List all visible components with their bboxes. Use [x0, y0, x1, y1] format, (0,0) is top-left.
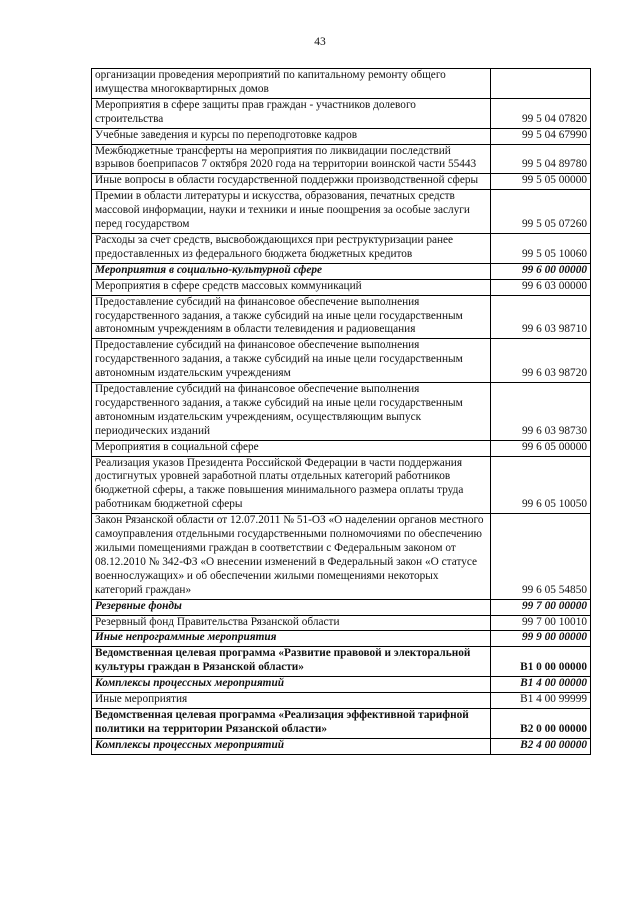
row-name-cell: Расходы за счет средств, высвобождающихся при реструктуризации ранее предоставленных из федерального бюджета бюджетных кредитов [92, 233, 491, 263]
row-name-cell: Мероприятия в сфере защиты прав граждан - участников долевого строительства [92, 98, 491, 128]
table-row [92, 693, 591, 709]
row-name-cell: организации проведения мероприятий по капитальному ремонту общего имущества многоквартирных домов [92, 69, 491, 99]
row-code-cell: 99 5 04 07820 [491, 98, 591, 128]
row-code-cell: 99 5 05 10060 [491, 233, 591, 263]
table-row [92, 383, 591, 441]
row-code-cell: 99 6 03 98710 [491, 295, 591, 339]
table-row [92, 279, 591, 295]
row-code-cell: В1 4 00 00000 [491, 677, 591, 693]
row-code-cell [491, 69, 591, 99]
row-code-cell: В2 0 00 00000 [491, 708, 591, 738]
row-code-cell: 99 5 05 00000 [491, 174, 591, 190]
row-name-cell: Иные вопросы в области государственной поддержки производственной сферы [92, 174, 491, 190]
table-row [92, 190, 591, 234]
row-name-cell: Мероприятия в социальной сфере [92, 440, 491, 456]
row-name-cell: Закон Рязанской области от 12.07.2011 № 51-ОЗ «О наделении органов местного самоуправления отдельными государственными полномочиями по обеспечению жилыми помещениями граждан в соответствии с Федеральным законом от 08.12.2010 № 342-ФЗ «О внесении изменений в Федеральный закон «О статусе военнослужащих» и об обеспечении жилыми помещениями некоторых категорий граждан» [92, 514, 491, 599]
table-row [92, 263, 591, 279]
table-row [92, 233, 591, 263]
row-name-cell: Премии в области литературы и искусства, образования, печатных средств массовой информации, науки и техники и иные поощрения за особые заслуги перед государством [92, 190, 491, 234]
table-body [92, 69, 591, 755]
row-name-cell: Предоставление субсидий на финансовое обеспечение выполнения государственного задания, а также субсидий на иные цели государственным автономным издательским учреждениям [92, 339, 491, 383]
table-row [92, 98, 591, 128]
row-name-cell: Иные непрограммные мероприятия [92, 631, 491, 647]
row-code-cell: 99 6 03 00000 [491, 279, 591, 295]
row-code-cell: 99 6 00 00000 [491, 263, 591, 279]
row-code-cell: 99 6 05 10050 [491, 456, 591, 514]
row-code-cell: В1 4 00 99999 [491, 693, 591, 709]
row-name-cell: Предоставление субсидий на финансовое обеспечение выполнения государственного задания, а также субсидий на иные цели государственным автономным учреждениям в области телевидения и радиовещания [92, 295, 491, 339]
row-code-cell: 99 6 03 98730 [491, 383, 591, 441]
table-row [92, 440, 591, 456]
row-name-cell: Ведомственная целевая программа «Развитие правовой и электоральной культуры граждан в Рязанской области» [92, 647, 491, 677]
row-code-cell: 99 9 00 00000 [491, 631, 591, 647]
row-code-cell: В1 0 00 00000 [491, 647, 591, 677]
row-name-cell: Мероприятия в социально-культурной сфере [92, 263, 491, 279]
row-name-cell: Ведомственная целевая программа «Реализация эффективной тарифной политики на территории Рязанской области» [92, 708, 491, 738]
table-row [92, 599, 591, 615]
row-name-cell: Иные мероприятия [92, 693, 491, 709]
row-name-cell: Учебные заведения и курсы по переподготовке кадров [92, 128, 491, 144]
row-name-cell: Резервный фонд Правительства Рязанской области [92, 615, 491, 631]
table-row [92, 128, 591, 144]
row-name-cell: Комплексы процессных мероприятий [92, 738, 491, 754]
table-row [92, 174, 591, 190]
row-name-cell: Мероприятия в сфере средств массовых коммуникаций [92, 279, 491, 295]
row-code-cell: 99 7 00 00000 [491, 599, 591, 615]
table-row [92, 339, 591, 383]
row-code-cell: 99 6 05 54850 [491, 514, 591, 599]
table-row [92, 456, 591, 514]
table-row [92, 615, 591, 631]
row-name-cell: Реализация указов Президента Российской Федерации в части поддержания достигнутых уровней заработной платы отдельных категорий работников бюджетной сферы, а также повышения минимального размера оплаты труда работникам бюджетной сферы [92, 456, 491, 514]
table-row [92, 647, 591, 677]
row-code-cell: 99 5 05 07260 [491, 190, 591, 234]
table-row [92, 631, 591, 647]
row-name-cell: Предоставление субсидий на финансовое обеспечение выполнения государственного задания, а также субсидий на иные цели государственным автономным издательским учреждениям, осуществляющим выпуск периодических изданий [92, 383, 491, 441]
table-row [92, 514, 591, 599]
row-name-cell: Резервные фонды [92, 599, 491, 615]
table-row [92, 69, 591, 99]
budget-classification-table [91, 68, 591, 755]
row-code-cell: 99 6 03 98720 [491, 339, 591, 383]
page-number: 43 [314, 36, 326, 48]
row-name-cell: Комплексы процессных мероприятий [92, 677, 491, 693]
table-row [92, 144, 591, 174]
table-row [92, 708, 591, 738]
row-code-cell: 99 5 04 67990 [491, 128, 591, 144]
row-code-cell: 99 7 00 10010 [491, 615, 591, 631]
row-code-cell: 99 5 04 89780 [491, 144, 591, 174]
table-row [92, 738, 591, 754]
row-code-cell: В2 4 00 00000 [491, 738, 591, 754]
table-row [92, 295, 591, 339]
row-code-cell: 99 6 05 00000 [491, 440, 591, 456]
table-row [92, 677, 591, 693]
row-name-cell: Межбюджетные трансферты на мероприятия по ликвидации последствий взрывов боеприпасов 7 октября 2020 года на территории воинской части 55443 [92, 144, 491, 174]
